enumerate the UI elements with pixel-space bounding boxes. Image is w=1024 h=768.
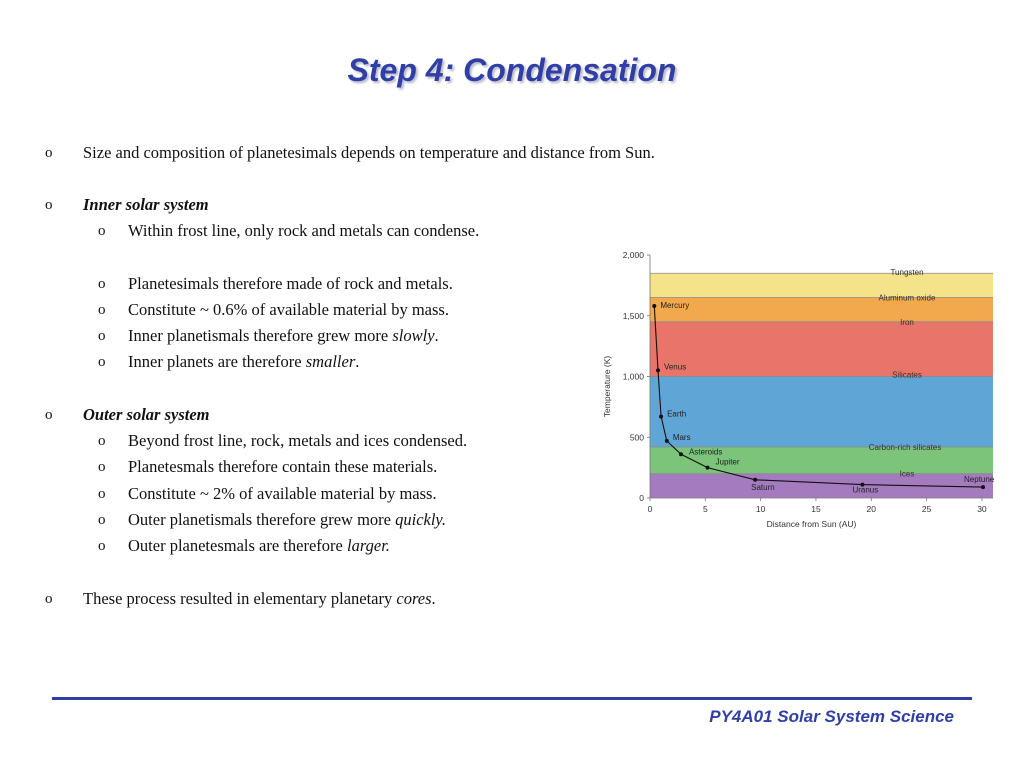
inner-bullet-composition: Planetesimals therefore made of rock and metals. bbox=[128, 274, 453, 293]
sub-bullet-marker: o bbox=[98, 512, 106, 528]
inner-bullet-size: Inner planets are therefore smaller. bbox=[128, 352, 360, 371]
outer-bullet-mass: Constitute ~ 2% of available material by mass. bbox=[128, 484, 437, 503]
footer-divider bbox=[52, 697, 972, 700]
band-silicates bbox=[650, 377, 993, 447]
x-tick-label: 15 bbox=[811, 504, 821, 514]
outer-bullet-composition: Planetesmals therefore contain these materials. bbox=[128, 457, 438, 476]
y-tick-label: 0 bbox=[639, 493, 644, 503]
bullet-marker: o bbox=[45, 591, 53, 607]
x-tick-label: 10 bbox=[755, 504, 766, 514]
planet-point-earth bbox=[659, 415, 663, 419]
band-iron bbox=[650, 322, 993, 377]
band-tungsten bbox=[650, 273, 993, 297]
slide-title: Step 4: Condensation bbox=[347, 52, 677, 88]
y-tick-label: 1,500 bbox=[622, 310, 644, 321]
footer-course-title: PY4A01 Solar System Science bbox=[709, 707, 954, 726]
planet-label-asteroids: Asteroids bbox=[688, 447, 723, 457]
outer-bullet-growth: Outer planetismals therefore grew more quickly. bbox=[128, 510, 446, 529]
x-tick-label: 0 bbox=[647, 504, 653, 514]
sub-bullet-marker: o bbox=[98, 302, 106, 318]
planet-point-saturn bbox=[753, 478, 757, 482]
bullet-marker: o bbox=[45, 197, 53, 213]
planet-label-venus: Venus bbox=[663, 362, 687, 372]
band-label-iron: Iron bbox=[900, 317, 914, 327]
inner-bullet-frost-line: Within frost line, only rock and metals can condense. bbox=[128, 221, 480, 240]
inner-bullet-growth: Inner planetismals therefore grew more slowly. bbox=[128, 326, 439, 345]
bullet-cores: These process resulted in elementary planetary cores. bbox=[83, 589, 436, 608]
y-tick-label: 500 bbox=[629, 432, 644, 443]
sub-bullet-marker: o bbox=[98, 538, 106, 554]
planet-label-uranus: Uranus bbox=[852, 485, 879, 495]
sub-bullet-marker: o bbox=[98, 276, 106, 292]
planet-label-mars: Mars bbox=[672, 432, 691, 442]
outer-bullet-frost-line: Beyond frost line, rock, metals and ices condensed. bbox=[128, 431, 468, 450]
planet-point-mars bbox=[665, 439, 669, 443]
planet-label-mercury: Mercury bbox=[660, 301, 690, 311]
band-label-silicates: Silicates bbox=[892, 370, 922, 380]
condensation-temperature-chart bbox=[600, 245, 1000, 535]
y-tick-label: 1,000 bbox=[622, 371, 644, 382]
bullet-intro: Size and composition of planetesimals depends on temperature and distance from Sun. bbox=[83, 143, 655, 162]
sub-bullet-marker: o bbox=[98, 223, 106, 239]
bullet-marker: o bbox=[45, 145, 53, 161]
y-tick-label: 2,000 bbox=[622, 250, 644, 260]
planet-point-asteroids bbox=[679, 452, 683, 456]
planet-point-neptune bbox=[981, 485, 985, 489]
planet-label-jupiter: Jupiter bbox=[715, 457, 740, 467]
planet-point-mercury bbox=[652, 304, 656, 308]
band-aluminum-oxide bbox=[650, 298, 993, 322]
outer-solar-system-heading: Outer solar system bbox=[83, 405, 210, 424]
sub-bullet-marker: o bbox=[98, 459, 106, 475]
sub-bullet-marker: o bbox=[98, 328, 106, 344]
x-tick-label: 30 bbox=[977, 504, 987, 514]
x-tick-label: 20 bbox=[866, 504, 877, 514]
planet-point-jupiter bbox=[706, 466, 710, 470]
sub-bullet-marker: o bbox=[98, 354, 106, 370]
sub-bullet-marker: o bbox=[98, 486, 106, 502]
y-axis-label: Temperature (K) bbox=[602, 355, 612, 418]
planet-label-neptune: Neptune bbox=[964, 475, 995, 485]
x-tick-label: 25 bbox=[921, 504, 932, 514]
band-label-aluminum-oxide: Aluminum oxide bbox=[878, 293, 936, 303]
x-tick-label: 5 bbox=[702, 504, 708, 514]
band-label-carbon-rich-silicates: Carbon-rich silicates bbox=[868, 442, 942, 452]
planet-label-saturn: Saturn bbox=[751, 482, 775, 492]
band-label-ices: Ices bbox=[899, 469, 915, 479]
sub-bullet-marker: o bbox=[98, 433, 106, 449]
inner-bullet-mass: Constitute ~ 0.6% of available material by mass. bbox=[128, 300, 449, 319]
bullet-marker: o bbox=[45, 407, 53, 423]
x-axis-label: Distance from Sun (AU) bbox=[766, 519, 857, 529]
planet-point-venus bbox=[656, 368, 660, 372]
planet-label-earth: Earth bbox=[667, 409, 687, 419]
inner-solar-system-heading: Inner solar system bbox=[83, 195, 209, 214]
outer-bullet-size: Outer planetesmals are therefore larger. bbox=[128, 536, 390, 555]
band-label-tungsten: Tungsten bbox=[890, 268, 924, 278]
